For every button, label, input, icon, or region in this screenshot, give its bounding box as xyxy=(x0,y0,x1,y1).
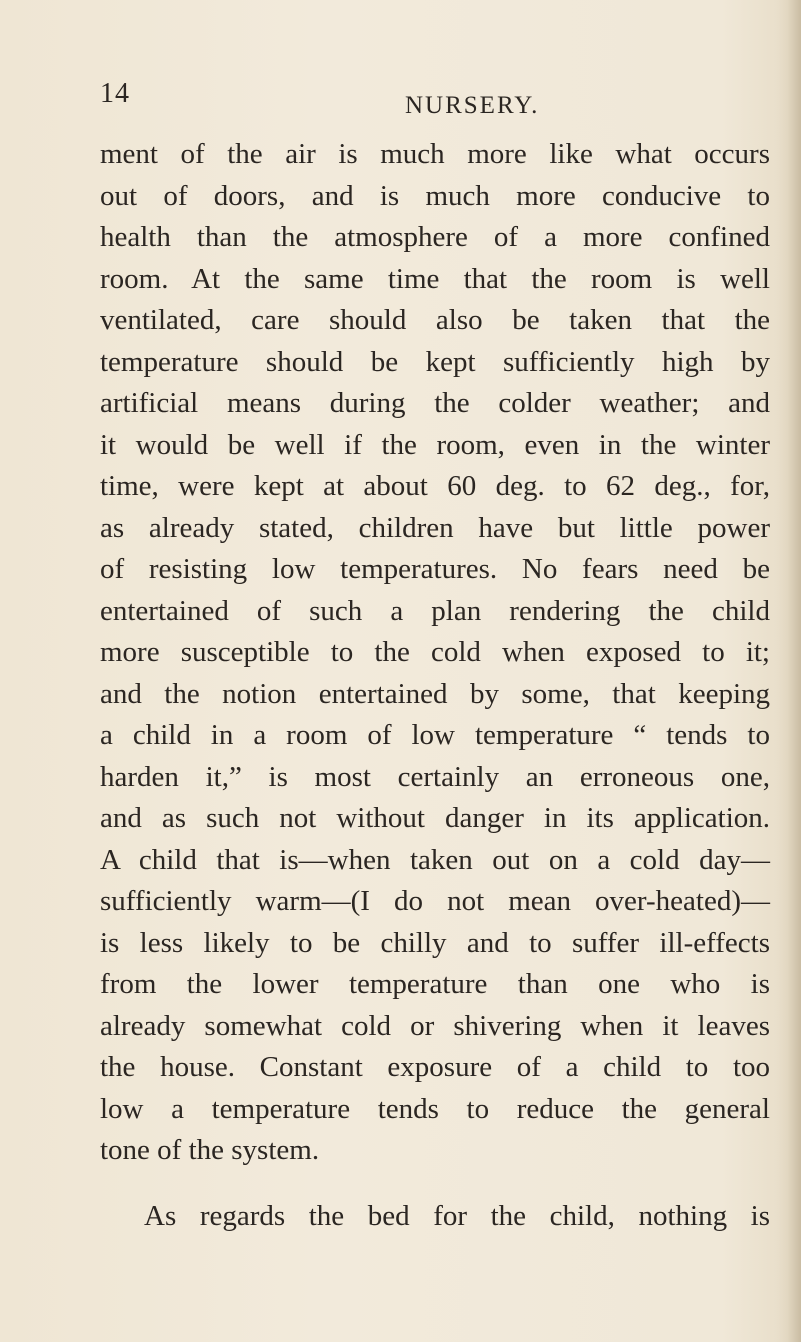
paragraph xyxy=(100,1196,770,1238)
paragraph-gap xyxy=(100,1172,770,1196)
text-line: sufficiently warm—(I do not mean over-heated)— xyxy=(100,885,770,917)
text-line: out of doors, and is much more conducive to xyxy=(100,179,770,212)
text-line: harden it,” is most certainly an erroneous one, xyxy=(100,760,770,793)
text-line: time, were kept at about 60 deg. to 62 deg., for, xyxy=(100,470,770,502)
text-line: it would be well if the room, even in the winter xyxy=(100,428,770,461)
text-line: from the lower temperature than one who is xyxy=(100,968,770,1000)
text-line: tone of the system. xyxy=(100,1134,320,1166)
text-line: ment of the air is much more like what occurs xyxy=(100,138,770,170)
text-line: health than the atmosphere of a more confined xyxy=(100,221,770,253)
text-line: A child that is—when taken out on a cold day— xyxy=(100,843,770,876)
text-line: temperature should be kept sufficiently high by xyxy=(100,345,770,378)
text-line: of resisting low temperatures. No fears need be xyxy=(100,553,770,585)
text-line: is less likely to be chilly and to suffer ill-effects xyxy=(100,926,770,959)
text-line: ventilated, care should also be taken that the xyxy=(100,304,770,336)
text-line: and the notion entertained by some, that keeping xyxy=(100,677,770,710)
text-line: the house. Constant exposure of a child to too xyxy=(100,1051,770,1083)
text-line: as already stated, children have but little power xyxy=(100,511,770,544)
text-line: entertained of such a plan rendering the child xyxy=(100,594,770,627)
text-line: artificial means during the colder weather; and xyxy=(100,387,770,419)
text-line: more susceptible to the cold when exposed to it; xyxy=(100,636,770,668)
text-line: low a temperature tends to reduce the general xyxy=(100,1092,770,1125)
paragraph xyxy=(100,134,770,1172)
text-line: As regards the bed for the child, nothing is xyxy=(144,1199,770,1232)
page-edge xyxy=(787,0,801,1342)
page-number: 14 xyxy=(100,78,130,109)
text-line: room. At the same time that the room is well xyxy=(100,262,770,295)
text-line: and as such not without danger in its application. xyxy=(100,802,770,834)
text-line: already somewhat cold or shivering when it leaves xyxy=(100,1009,770,1042)
body-text xyxy=(100,134,770,1237)
running-title: NURSERY. xyxy=(405,92,540,119)
text-line: a child in a room of low temperature “ tends to xyxy=(100,719,770,751)
